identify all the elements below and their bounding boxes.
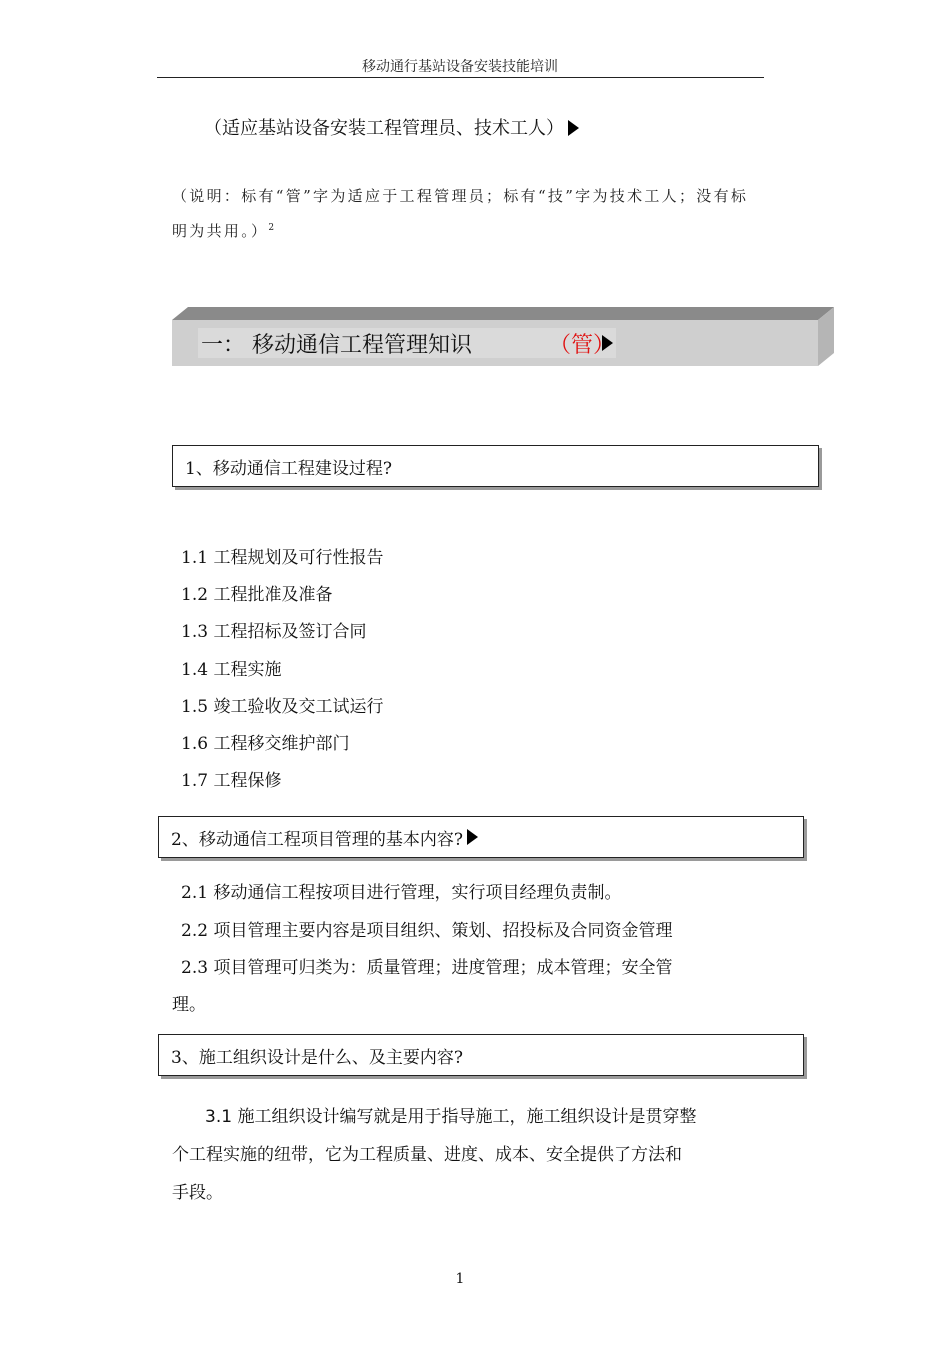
page-header-title: 移动通行基站设备安装技能培训 <box>362 59 558 75</box>
subtitle-text: （适应基站设备安装工程管理员、技术工人） <box>204 118 564 139</box>
list-item: 1.3 工程招标及签订合同 <box>181 622 367 642</box>
question-1-title: 1、移动通信工程建设过程? <box>185 458 392 479</box>
list-item: 1.2 工程批准及准备 <box>181 585 333 605</box>
list-item: 1.5 竣工验收及交工试运行 <box>181 697 384 717</box>
note-line-2-text: 明为共用。） <box>172 222 269 240</box>
play-triangle-icon <box>568 120 579 136</box>
question-3-box <box>158 1034 804 1076</box>
list-item: 1.1 工程规划及可行性报告 <box>181 548 384 568</box>
note-line-2 <box>172 212 772 247</box>
paragraph-line-3: 手段。 <box>172 1183 223 1203</box>
list-item: 2.2 项目管理主要内容是项目组织、策划、招投标及合同资金管理 <box>181 921 673 941</box>
section-1-arrow <box>598 334 613 353</box>
document-subtitle <box>204 114 579 140</box>
question-2-box <box>158 816 804 858</box>
note-line-1: （说明：标有“管”字为适应于工程管理员；标有“技”字为技术工人；没有标 <box>172 187 749 205</box>
paragraph-line-1-text: 施工组织设计编写就是用于指导施工，施工组织设计是贯穿整 <box>232 1107 697 1127</box>
play-triangle-icon <box>602 335 613 351</box>
section-1-tag: （管） <box>549 333 616 358</box>
question-2-title: 2、移动通信工程项目管理的基本内容? <box>171 829 463 850</box>
question-1-box <box>172 445 819 487</box>
header-rule <box>157 77 764 78</box>
page-number: 1 <box>455 1271 465 1287</box>
paragraph-number: 3.1 <box>205 1107 233 1127</box>
section-1-title: 一： 移动通信工程管理知识 <box>201 333 472 358</box>
footnote-marker: 2 <box>268 223 275 233</box>
list-item: 1.6 工程移交维护部门 <box>181 734 350 754</box>
question-3-title: 3、施工组织设计是什么、及主要内容? <box>171 1047 463 1068</box>
paragraph-line-2: 个工程实施的纽带，它为工程质量、进度、成本、安全提供了方法和 <box>172 1145 682 1165</box>
list-item: 1.7 工程保修 <box>181 771 282 791</box>
paragraph-line-1 <box>205 1102 696 1127</box>
list-item-continuation: 理。 <box>172 995 206 1015</box>
list-item: 1.4 工程实施 <box>181 660 282 680</box>
list-item: 2.3 项目管理可归类为：质量管理；进度管理；成本管理；安全管 <box>181 958 673 978</box>
play-triangle-icon <box>467 829 478 845</box>
list-item: 2.1 移动通信工程按项目进行管理，实行项目经理负责制。 <box>181 883 622 903</box>
